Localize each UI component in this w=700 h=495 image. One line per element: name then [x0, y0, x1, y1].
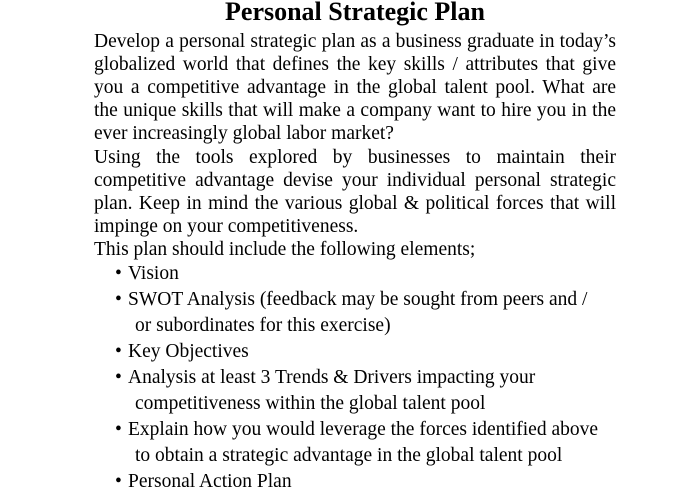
document-title: Personal Strategic Plan	[225, 0, 485, 26]
list-item-text: Key Objectives	[128, 341, 249, 362]
list-item-text-continued: competitiveness within the global talent pool	[135, 393, 486, 414]
list-item-text-continued: to obtain a strategic advantage in the global talent pool	[135, 445, 563, 466]
elements-list	[115, 261, 635, 495]
list-item-text-continued: or subordinates for this exercise)	[135, 315, 391, 336]
bullet-icon: •	[115, 367, 122, 388]
list-item-text: Vision	[128, 263, 179, 284]
list-item-text: SWOT Analysis (feedback may be sought from peers and /	[128, 289, 588, 310]
intro-paragraph: Develop a personal strategic plan as a business graduate in today’s globalized world that defines the key skills / attributes that give you a competitive advantage in the global talent pool. What are the unique skills that will make a company want to hire you in the ever increasingly global labor market?	[94, 31, 616, 144]
bullet-icon: •	[115, 341, 122, 362]
bullet-icon: •	[115, 419, 122, 440]
tools-paragraph: Using the tools explored by businesses to maintain their competitive advantage devise your individual personal strategic plan. Keep in mind the various global & political forces that will impinge on your competitiveness.	[94, 147, 616, 237]
list-item-leverage-forces	[115, 417, 635, 469]
list-item-action-plan	[115, 469, 635, 495]
list-item-vision	[115, 261, 635, 287]
bullet-icon: •	[115, 263, 122, 284]
bullet-icon: •	[115, 289, 122, 310]
list-item-trends-drivers	[115, 365, 635, 417]
elements-intro-paragraph: This plan should include the following elements;	[94, 239, 476, 260]
list-item-text: Explain how you would leverage the forces identified above	[128, 419, 599, 440]
list-item-text: Analysis at least 3 Trends & Drivers impacting your	[128, 367, 536, 388]
list-item-key-objectives	[115, 339, 635, 365]
list-item-text: Personal Action Plan	[128, 471, 292, 492]
bullet-icon: •	[115, 471, 122, 492]
list-item-swot	[115, 287, 635, 339]
